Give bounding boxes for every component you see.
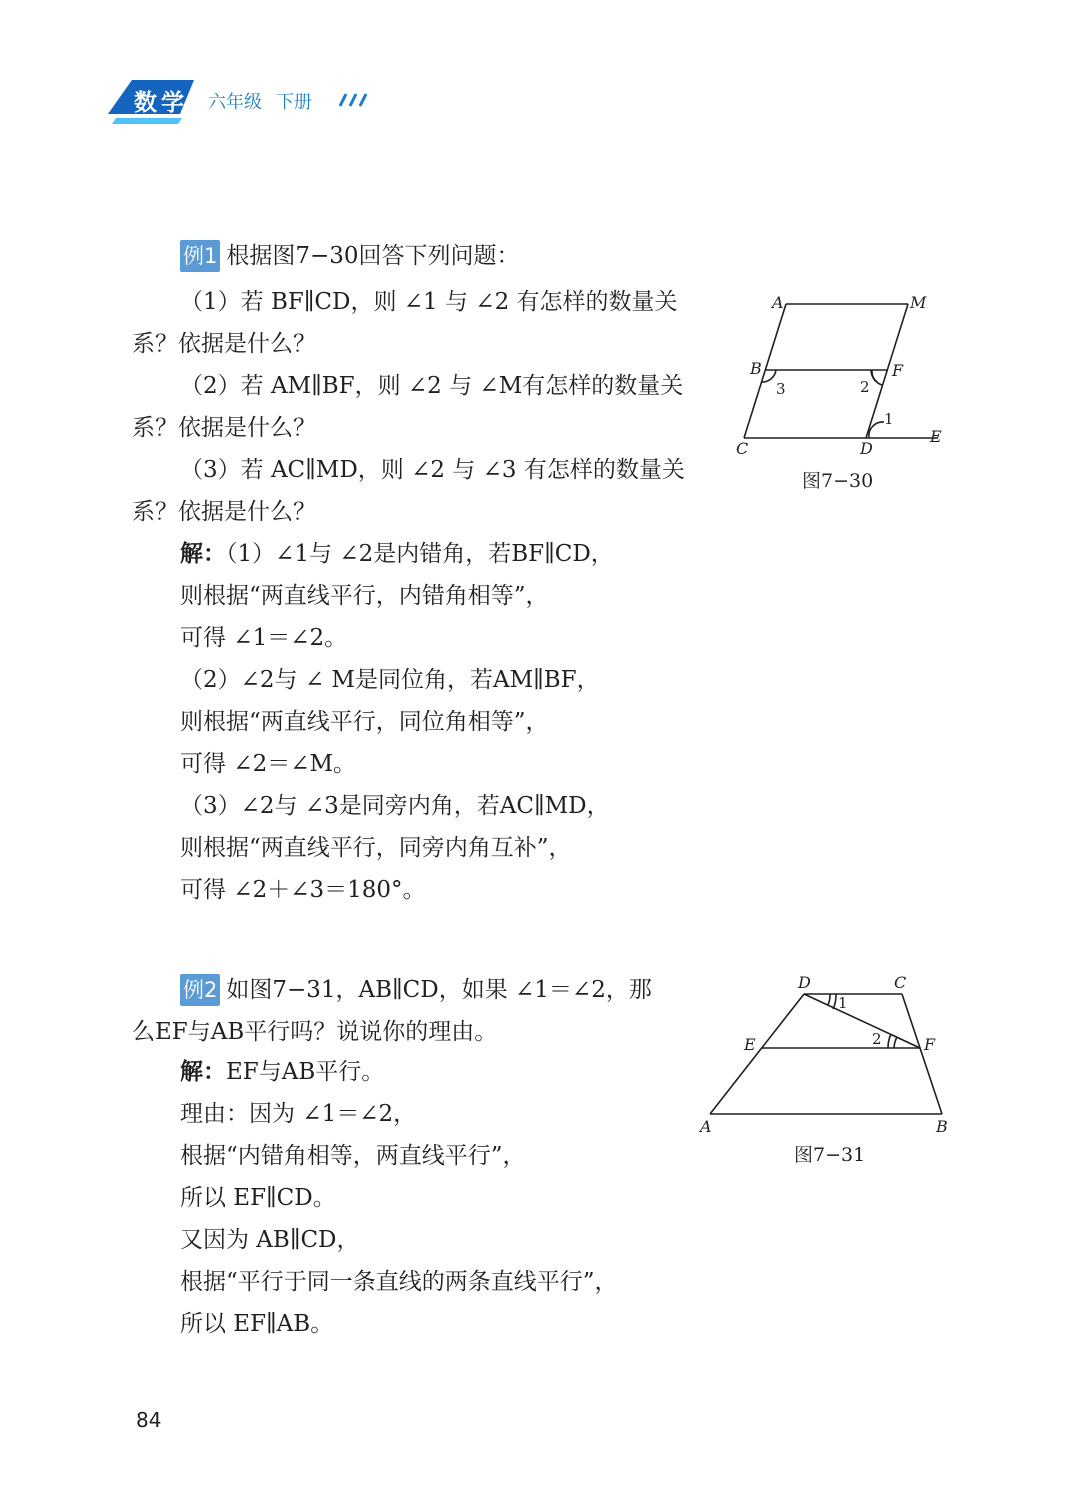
solution-label: 解： <box>180 540 226 567</box>
example1-q1-line1: （1）若 BF∥CD，则 ∠1 与 ∠2 有怎样的数量关 <box>180 289 678 315</box>
grade-label: 六年级 下册 <box>208 92 312 113</box>
page-number: 84 <box>136 1408 162 1432</box>
example2-prompt-line2: 么EF与AB平行吗？说说你的理由。 <box>132 1019 498 1045</box>
fig1-label-F: F <box>892 361 904 380</box>
example1-solution-line7: （3）∠2与 ∠3是同旁内角，若AC∥MD， <box>180 793 610 819</box>
figure-7-31 <box>690 968 960 1138</box>
fig2-label-A: A <box>700 1117 712 1136</box>
figure-7-31-caption: 图7−31 <box>794 1144 866 1166</box>
fig2-label-D: D <box>798 973 811 992</box>
example1-solution-line5: 则根据“两直线平行，同位角相等”， <box>180 709 549 735</box>
example1-solution-line8: 则根据“两直线平行，同旁内角互补”， <box>180 835 572 861</box>
fig2-label-C: C <box>894 973 907 992</box>
example2-heading <box>180 974 652 1006</box>
example2-answer: 解：EF与AB平行。 <box>180 1058 385 1085</box>
fig2-angle-2: 2 <box>872 1030 882 1048</box>
fig1-label-M: M <box>910 293 927 312</box>
example2-prompt-line1: 如图7−31，AB∥CD，如果 ∠1＝∠2，那 <box>226 977 652 1003</box>
fig2-label-F: F <box>924 1035 936 1054</box>
example1-solution-line6: 可得 ∠2＝∠M。 <box>180 751 357 777</box>
example2-reason-3: 所以 EF∥CD。 <box>180 1185 336 1211</box>
example1-solution-line3: 可得 ∠1＝∠2。 <box>180 625 348 651</box>
fig1-angle-3: 3 <box>776 380 786 398</box>
example1-heading <box>180 240 520 272</box>
figure-7-30 <box>728 286 958 466</box>
example1-q1-line2: 系？依据是什么？ <box>132 331 316 357</box>
fig2-label-B: B <box>936 1117 948 1136</box>
example1-solution-line2: 则根据“两直线平行，内错角相等”， <box>180 583 549 609</box>
fig1-label-D: D <box>860 439 873 458</box>
example1-prompt: 根据图7−30回答下列问题： <box>226 243 520 269</box>
fig1-angle-1: 1 <box>884 410 894 428</box>
example1-solution-line9: 可得 ∠2＋∠3＝180°。 <box>180 877 426 903</box>
example1-tag: 例1 <box>180 240 220 272</box>
fig1-angle-2: 2 <box>860 378 870 396</box>
example1-q3-line1: （3）若 AC∥MD，则 ∠2 与 ∠3 有怎样的数量关 <box>180 457 685 483</box>
example2-reason-5: 根据“平行于同一条直线的两条直线平行”， <box>180 1269 618 1295</box>
solution-label: 解： <box>180 1058 226 1085</box>
example1-q2-line2: 系？依据是什么？ <box>132 415 316 441</box>
fig2-label-E: E <box>744 1035 756 1054</box>
page-header <box>108 80 408 126</box>
fig1-label-A: A <box>772 293 784 312</box>
example2-reason-6: 所以 EF∥AB。 <box>180 1311 334 1337</box>
example1-q2-line1: （2）若 AM∥BF，则 ∠2 与 ∠M有怎样的数量关 <box>180 373 684 399</box>
subject-title: 数学 <box>134 90 188 116</box>
fig1-label-C: C <box>736 439 749 458</box>
fig1-label-B: B <box>750 359 762 378</box>
example2-reason-2: 根据“内错角相等，两直线平行”， <box>180 1143 526 1169</box>
fig2-angle-1: 1 <box>838 994 848 1012</box>
example1-solution-line4: （2）∠2与 ∠ M是同位角，若AM∥BF， <box>180 667 600 693</box>
example1-q3-line2: 系？依据是什么？ <box>132 499 316 525</box>
example2-reason-1: 理由：因为 ∠1＝∠2， <box>180 1101 417 1127</box>
example2-tag: 例2 <box>180 974 220 1006</box>
example2-reason-4: 又因为 AB∥CD， <box>180 1227 360 1253</box>
example1-solution-line1: 解：（1）∠1与 ∠2是内错角，若BF∥CD， <box>180 540 614 567</box>
figure-7-30-caption: 图7−30 <box>802 470 874 492</box>
decorative-slashes-icon <box>334 92 374 108</box>
fig1-label-E: E <box>930 427 942 446</box>
